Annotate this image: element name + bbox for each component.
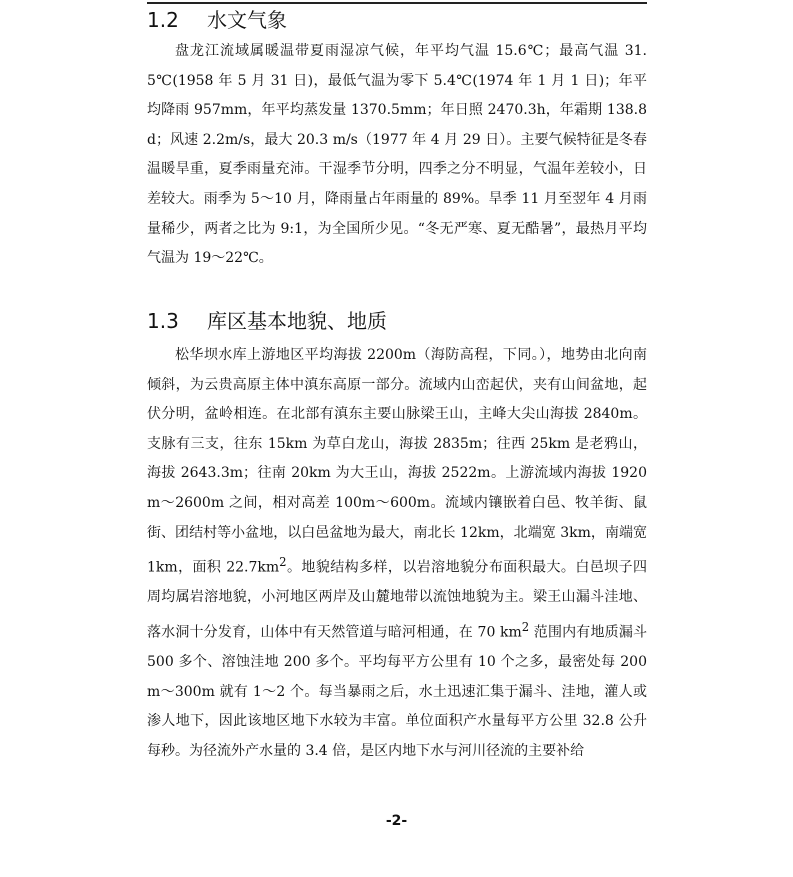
section-heading-1-3	[147, 309, 387, 333]
section-title: 水文气象	[207, 8, 287, 32]
section-heading-1-2	[147, 8, 287, 32]
superscript: 2	[521, 620, 530, 634]
paragraph-text: 松华坝水库上游地区平均海拔 2200m（海防高程，下同。），地势由北向南倾斜，为云贵高原主体中滇东高原一部分。流域内山峦起伏，夹有山间盆地，起伏分明，盆岭相连。在北部有滇东主要山脉梁王山，主峰大尖山海拔 2840m。支脉有三支，往东 15km 为草白龙山，海拔 2835m；往西 25km 是老鸦山，海拔 2643.3m；往南 20km 为大王山，海拔 2522m。上游流域内海拔 1920m～2600m 之间，相对高差 100m～600m。流域内镶嵌着白邑、牧羊街、鼠街、团结村等小盆地，以白邑盆地为最大，南北长 12km，北端宽 3km，南端宽 1km，面积 22.7km	[147, 347, 647, 576]
page-number: -2-	[385, 813, 408, 829]
paragraph-climate: 盘龙江流域属暖温带夏雨湿凉气候，年平均气温 15.6℃；最高气温 31.5℃(1958 年 5 月 31 日)，最低气温为零下 5.4℃(1974 年 1 月 1 日)；年平均降雨 957mm，年平均蒸发量 1370.5mm；年日照 2470.3h，年霜期 138.8d；风速 2.2m/s，最大 20.3 m/s（1977 年 4 月 29 日）。主要气候特征是冬春温暖旱重，夏季雨量充沛。干湿季节分明，四季之分不明显，气温年差较小，日差较大。雨季为 5～10 月，降雨量占年雨量的 89%。旱季 11 月至翌年 4 月雨量稀少，两者之比为 9:1，为全国所少见。“冬无严寒、夏无酷暑”，最热月平均气温为 19～22℃。	[147, 43, 647, 267]
paragraph-text: 。地貌结构多样，以岩溶地貌分布面积最大。白邑坝子四周均属岩溶地貌，小河地区两岸及山麓地带以流蚀地貌为主。梁王山漏斗洼地、落水洞十分发育，山体中有天然管道与暗河相通，在 70 km	[147, 559, 648, 641]
paragraph-geomorphology	[147, 341, 647, 767]
superscript: 2	[279, 555, 287, 570]
section-number: 1.2	[147, 8, 179, 32]
paragraph-text: 范围内有地质漏斗 500 多个、溶蚀洼地 200 多个。平均每平方公里有 10 个之多，最密处每 200m～300m 就有 1～2 个。每当暴雨之后，水土迅速汇集于漏斗、洼地，灌人或渗人地下，因此该地区地下水较为丰富。单位面积产水量每平方公里 32.8 公升每秒。为径流外产水量的 3.4 倍，是区内地下水与河川径流的主要补给	[147, 624, 647, 760]
header-rule	[147, 2, 647, 4]
section-title: 库区基本地貌、地质	[207, 309, 387, 333]
section-number: 1.3	[147, 309, 179, 333]
